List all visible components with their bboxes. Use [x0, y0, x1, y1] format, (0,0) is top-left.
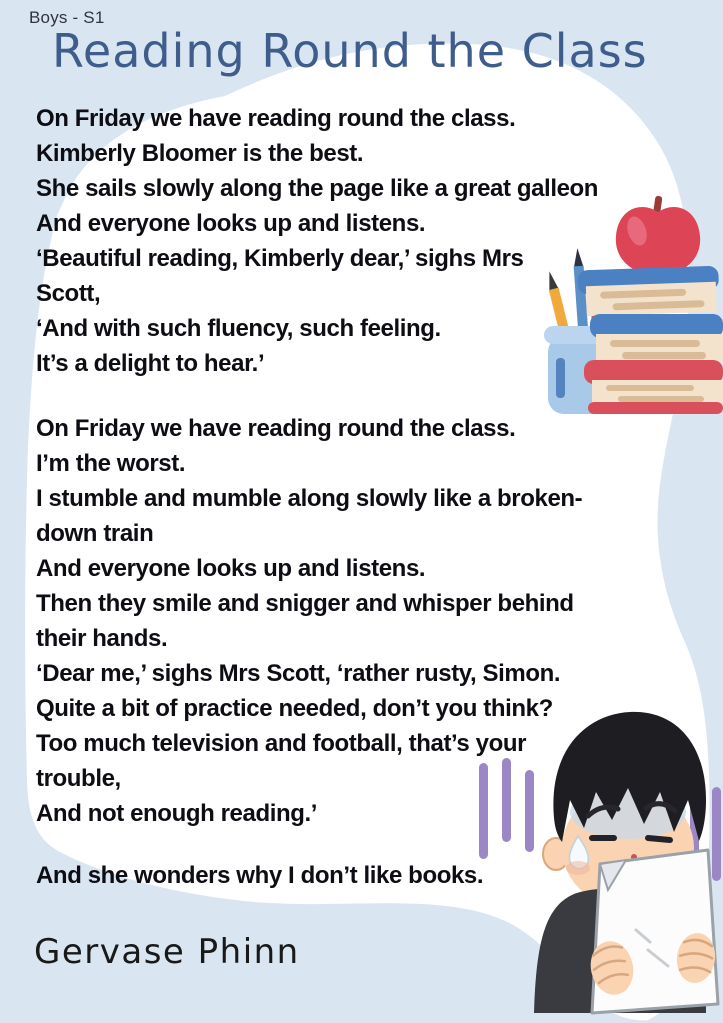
poem-line: ‘Beautiful reading, Kimberly dear,’ sighs Mrs	[36, 245, 524, 272]
poem-line: trouble,	[36, 765, 121, 792]
poem-line: She sails slowly along the page like a great galleon	[36, 175, 599, 202]
poem-stanza-2	[36, 411, 582, 831]
book-middle-icon	[590, 314, 723, 362]
worksheet-label: Boys - S1	[29, 8, 105, 27]
book-bottom-icon	[584, 360, 723, 414]
poem-line: Kimberly Bloomer is the best.	[36, 140, 364, 167]
poem-line: On Friday we have reading round the class.	[36, 105, 516, 132]
poem-line: I’m the worst.	[36, 450, 186, 477]
poem-line: ‘And with such fluency, such feeling.	[36, 315, 441, 342]
poem-line: I stumble and mumble along slowly like a broken-	[36, 485, 583, 512]
poem-line: It’s a delight to hear.’	[36, 350, 265, 377]
poem-line: And everyone looks up and listens.	[36, 555, 426, 582]
poem-title: Reading Round the Class	[52, 24, 648, 78]
poem-stanza-1	[36, 101, 598, 381]
poem-line: ‘Dear me,’ sighs Mrs Scott, ‘rather rusty, Simon.	[36, 660, 561, 687]
poem-line: And not enough reading.’	[36, 800, 318, 827]
poem-line: On Friday we have reading round the class.	[36, 415, 516, 442]
poem-line: down train	[36, 520, 154, 547]
poem-line: Then they smile and snigger and whisper behind	[36, 590, 574, 617]
poem-line: Quite a bit of practice needed, don’t you think?	[36, 695, 553, 722]
poem-line: And everyone looks up and listens.	[36, 210, 426, 237]
book-top-icon	[577, 266, 720, 317]
boy-cheek-left	[566, 861, 590, 875]
poem-author: Gervase Phinn	[34, 932, 300, 972]
poem-line: Scott,	[36, 280, 101, 307]
poem-line: Too much television and football, that’s your	[36, 730, 527, 757]
poem-line: And she wonders why I don’t like books.	[36, 862, 484, 889]
poem-line: their hands.	[36, 625, 168, 652]
poem-closing-line	[36, 858, 483, 893]
